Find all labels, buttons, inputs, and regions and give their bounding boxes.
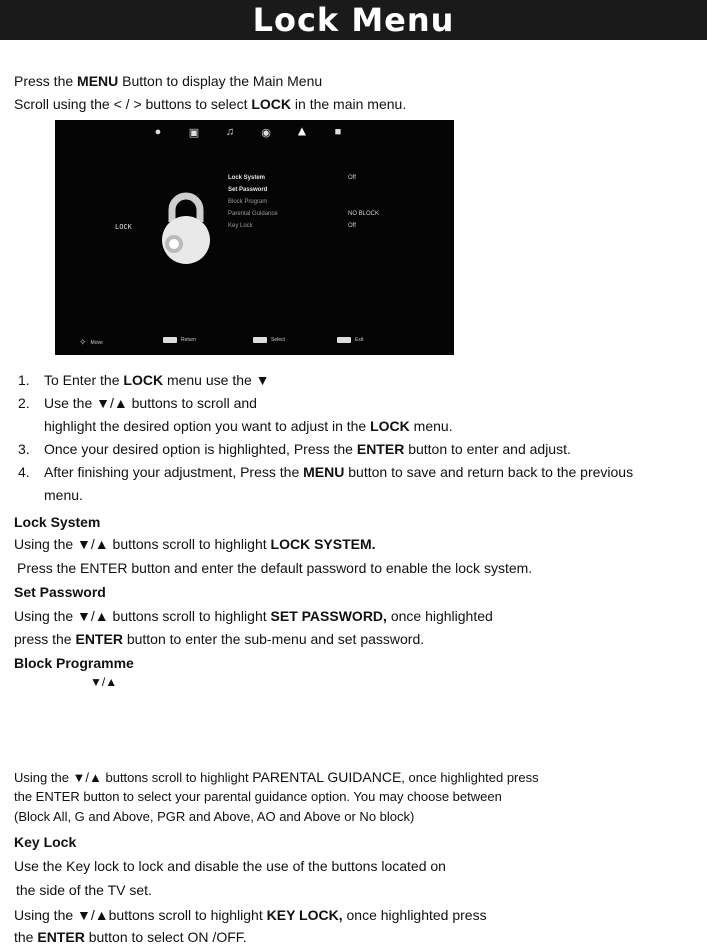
key-box-icon: [163, 337, 177, 343]
body-text: press the: [14, 631, 76, 647]
step-text: button to enter and adjust.: [404, 441, 571, 457]
body-keyword: ENTER: [37, 929, 85, 945]
intro-text: Scroll using the < / > buttons to select: [14, 96, 252, 112]
menu-keyword: MENU: [77, 73, 119, 89]
option-label: Parental Guidance: [228, 211, 278, 217]
lock-keyword: LOCK: [251, 96, 292, 112]
intro-text: Button to display the Main Menu: [118, 73, 323, 89]
dpad-icon: ✧: [79, 337, 87, 347]
option-label: Key Lock: [228, 223, 253, 229]
step-keyword: ENTER: [356, 441, 405, 457]
intro-line-2: [14, 95, 406, 113]
block-programme-heading: Block Programme: [14, 655, 134, 671]
lock-system-line-1: [14, 535, 376, 553]
step-item: [14, 461, 704, 507]
key-lock-line-2: the side of the TV set.: [16, 882, 152, 898]
step-text: button to save and return back to the previous: [344, 464, 634, 480]
step-text: menu use the ▼: [163, 372, 270, 388]
intro-text: in the main menu.: [291, 96, 407, 112]
body-text: Using the ▼/▲ buttons scroll to highlight: [14, 770, 253, 785]
step-text: After finishing your adjustment, Press the: [44, 464, 304, 480]
tv-top-icon-bar: [151, 126, 345, 139]
step-number: 2.: [18, 395, 30, 411]
move-label: Move: [90, 339, 103, 346]
body-keyword: ENTER: [75, 631, 123, 647]
parental-line-1: [14, 768, 539, 787]
step-keyword: LOCK: [370, 418, 410, 434]
instruction-steps: [14, 369, 704, 507]
body-text: button to enter the sub-menu and set password.: [122, 631, 425, 647]
parental-line-2: the ENTER button to select your parental guidance option. You may choose between: [14, 789, 502, 804]
body-text: the: [14, 929, 38, 945]
time-icon: ◉: [261, 127, 271, 139]
option-value: NO BLOCK: [348, 211, 380, 217]
body-text: button to select ON /OFF.: [84, 929, 247, 945]
set-password-line-2: [14, 630, 424, 648]
body-text: , once highlighted press: [401, 770, 539, 785]
option-icon: ■: [334, 126, 342, 138]
sound-icon: ▣: [188, 127, 200, 139]
select-hint: [253, 337, 285, 343]
body-text: Using the ▼/▲buttons scroll to highlight: [14, 907, 267, 923]
step-number: 1.: [18, 372, 30, 388]
lock-system-heading: Lock System: [14, 514, 101, 530]
step-number: 3.: [18, 441, 30, 457]
step-number: 4.: [18, 464, 30, 480]
tv-footer-hints: [55, 333, 454, 349]
step-text: To Enter the: [44, 372, 124, 388]
padlock-icon: [150, 190, 220, 270]
step-keyword: MENU: [303, 464, 345, 480]
option-label: Set Password: [228, 187, 268, 193]
body-keyword: KEY LOCK,: [266, 907, 343, 923]
body-text: once highlighted press: [342, 907, 487, 923]
intro-line-1: [14, 72, 322, 90]
key-box-icon: [337, 337, 351, 343]
music-icon: ♫: [225, 126, 235, 138]
lock-icon: ▲: [295, 124, 309, 140]
key-lock-line-1: Use the Key lock to lock and disable the use of the buttons located on: [14, 858, 446, 874]
option-label: Lock System: [228, 175, 266, 181]
step-item: [14, 369, 704, 392]
step-item: [14, 438, 704, 461]
option-value: Off: [348, 223, 356, 229]
step-text: Once your desired option is highlighted, Press the: [44, 441, 357, 457]
block-programme-arrows: ▼/▲: [90, 675, 118, 689]
lock-system-line-2: Press the ENTER button and enter the default password to enable the lock system.: [17, 560, 533, 576]
option-label: Block Program: [228, 199, 268, 205]
body-keyword: PARENTAL GUIDANCE: [252, 769, 402, 785]
exit-label: Exit: [355, 337, 364, 343]
set-password-line-1: [14, 607, 493, 625]
step-keyword: LOCK: [123, 372, 164, 388]
parental-line-3: (Block All, G and Above, PGR and Above, AO and Above or No block): [14, 809, 415, 824]
option-value: Off: [348, 175, 356, 181]
return-hint: [163, 337, 196, 343]
step-text: Use the ▼/▲ buttons to scroll and: [44, 395, 257, 411]
step-text: highlight the desired option you want to adjust in the: [44, 418, 371, 434]
tv-side-label: LOCK: [115, 223, 132, 231]
page-title: Lock Menu: [0, 0, 707, 40]
move-hint: [79, 337, 103, 348]
key-lock-heading: Key Lock: [14, 834, 77, 850]
return-label: Return: [181, 337, 197, 343]
step-item: [14, 392, 704, 438]
step-text: menu.: [409, 418, 453, 434]
tv-lock-menu-screenshot: [55, 120, 454, 355]
step-continuation: [44, 415, 704, 438]
picture-icon: ●: [154, 126, 162, 138]
step-continuation: menu.: [44, 487, 83, 503]
key-box-icon: [253, 337, 267, 343]
select-label: Select: [271, 337, 285, 343]
body-keyword: LOCK SYSTEM.: [270, 536, 376, 552]
body-text: once highlighted: [386, 608, 493, 624]
key-lock-line-4: [14, 928, 247, 946]
exit-hint: [337, 337, 363, 343]
body-text: Using the ▼/▲ buttons scroll to highlight: [14, 536, 271, 552]
intro-text: Press the: [14, 73, 78, 89]
body-keyword: SET PASSWORD,: [270, 608, 387, 624]
key-lock-line-3: [14, 906, 487, 924]
body-text: Using the ▼/▲ buttons scroll to highlight: [14, 608, 271, 624]
set-password-heading: Set Password: [14, 584, 106, 600]
